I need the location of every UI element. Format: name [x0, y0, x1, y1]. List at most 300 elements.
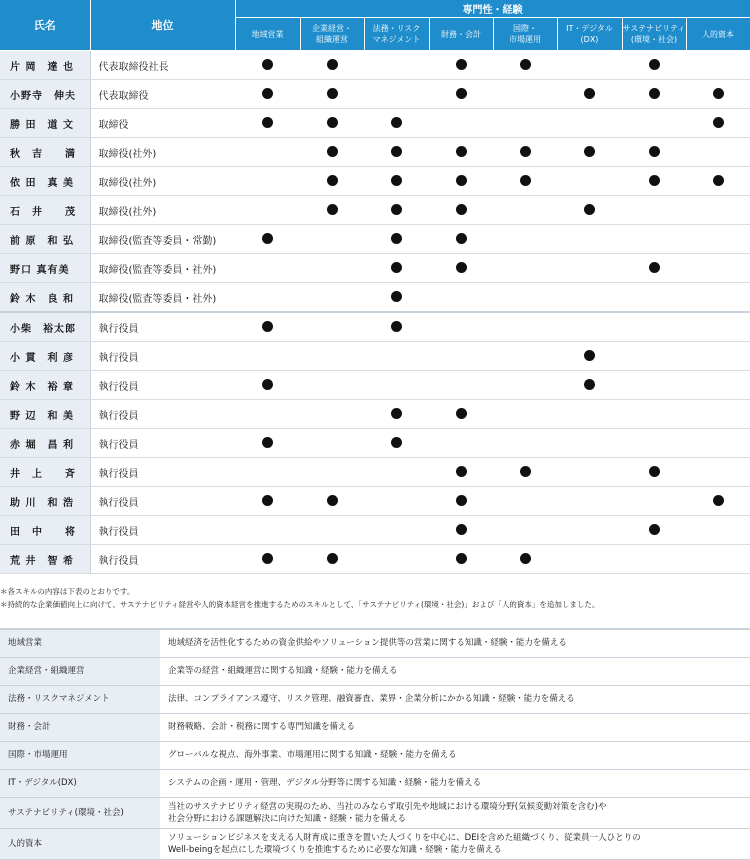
skill-cell	[557, 167, 622, 196]
skill-marker-icon	[391, 146, 402, 157]
skill-cell	[300, 138, 364, 167]
definition-line: Well-beingを起点にした環境づくりを推進するために必要な知識・経験・能力を備える	[168, 844, 502, 855]
skill-cell	[429, 138, 493, 167]
skill-cell	[557, 80, 622, 109]
skill-header-5	[493, 18, 557, 51]
skill-header-line: (DX)	[580, 35, 599, 44]
skill-cell	[364, 400, 429, 429]
skill-cell	[235, 371, 300, 400]
definition-text	[160, 657, 750, 685]
skill-marker-icon	[456, 59, 467, 70]
skill-cell	[429, 167, 493, 196]
definition-line: 財務戦略、会計・税務に関する専門知識を備える	[168, 722, 356, 732]
note-2: ＊持続的な企業価値向上に向けて、サステナビリティ経営や人的資本経営を推進するためのスキルとして、「サステナビリティ(環境・社会)」および「人的資本」を追加しました。	[0, 600, 600, 609]
skill-cell	[622, 225, 686, 254]
definition-line: 当社のサステナビリティ経営の実現のため、当社のみならず取引先や地域における環境分野(気候変動対策を含む)や	[168, 801, 607, 812]
person-name: 小野寺 伸夫	[0, 80, 90, 109]
skill-cell	[686, 254, 750, 283]
skill-marker-icon	[584, 350, 595, 361]
skill-header-line: マネジメント	[372, 35, 421, 44]
skill-marker-icon	[649, 524, 660, 535]
skill-cell	[429, 254, 493, 283]
skill-cell	[300, 429, 364, 458]
skill-cell	[557, 371, 622, 400]
definition-row	[0, 741, 750, 769]
skill-cell	[622, 487, 686, 516]
expertise-group-header: 専門性・経験	[235, 0, 750, 18]
skill-header-1	[235, 18, 300, 51]
skill-cell	[493, 109, 557, 138]
skill-header-line: (環境・社会)	[630, 35, 678, 44]
skill-cell	[364, 458, 429, 487]
skill-cell	[493, 516, 557, 545]
skill-header-line: 人的資本	[702, 29, 734, 39]
skill-marker-icon	[391, 262, 402, 273]
definition-skill: 人的資本	[0, 828, 160, 859]
skill-marker-icon	[713, 175, 724, 186]
skill-marker-icon	[327, 495, 338, 506]
skill-cell	[622, 167, 686, 196]
skill-header-7	[622, 18, 686, 51]
skill-header-line: 国際・	[513, 24, 537, 33]
skill-marker-icon	[520, 553, 531, 564]
person-position: 執行役員	[90, 458, 235, 487]
person-position: 代表取締役社長	[90, 51, 235, 80]
person-row	[0, 545, 750, 574]
skill-cell	[300, 516, 364, 545]
skill-cell	[622, 283, 686, 313]
person-position: 執行役員	[90, 400, 235, 429]
notes	[0, 585, 750, 611]
skill-header-8	[686, 18, 750, 51]
skill-cell	[429, 109, 493, 138]
skill-cell	[493, 225, 557, 254]
skill-cell	[235, 51, 300, 80]
person-name: 秋 吉 満	[0, 138, 90, 167]
person-position: 取締役(社外)	[90, 196, 235, 225]
skill-cell	[364, 371, 429, 400]
skill-cell	[429, 225, 493, 254]
skill-cell	[300, 342, 364, 371]
skill-cell	[429, 196, 493, 225]
skill-cell	[429, 458, 493, 487]
skill-cell	[557, 51, 622, 80]
skill-cell	[235, 400, 300, 429]
skill-cell	[364, 51, 429, 80]
skill-cell	[235, 225, 300, 254]
definition-skill: 地域営業	[0, 629, 160, 657]
skill-cell	[557, 312, 622, 342]
skill-marker-icon	[262, 59, 273, 70]
skill-marker-icon	[649, 175, 660, 186]
skill-cell	[493, 167, 557, 196]
skill-cell	[686, 138, 750, 167]
skill-marker-icon	[456, 553, 467, 564]
skill-cell	[686, 283, 750, 313]
skill-cell	[300, 371, 364, 400]
skill-cell	[622, 80, 686, 109]
skill-marker-icon	[456, 495, 467, 506]
person-row	[0, 400, 750, 429]
skill-cell	[429, 429, 493, 458]
skill-header-line: 財務・会計	[441, 29, 481, 39]
skill-marker-icon	[456, 175, 467, 186]
person-position: 執行役員	[90, 545, 235, 574]
person-name: 荒 井 智 希	[0, 545, 90, 574]
skill-cell	[622, 138, 686, 167]
skill-cell	[300, 80, 364, 109]
person-name: 野口 真有美	[0, 254, 90, 283]
skill-cell	[364, 487, 429, 516]
skill-marker-icon	[262, 553, 273, 564]
skill-cell	[235, 312, 300, 342]
skill-cell	[622, 312, 686, 342]
definition-text	[160, 769, 750, 797]
skill-cell	[235, 80, 300, 109]
skill-cell	[429, 312, 493, 342]
person-row	[0, 196, 750, 225]
skill-cell	[686, 400, 750, 429]
skill-cell	[557, 196, 622, 225]
skill-cell	[235, 283, 300, 313]
skill-cell	[493, 254, 557, 283]
definition-row	[0, 769, 750, 797]
skill-cell	[235, 458, 300, 487]
skill-marker-icon	[456, 466, 467, 477]
skill-header-line: 市場運用	[509, 35, 541, 44]
skill-cell	[493, 312, 557, 342]
definition-text	[160, 797, 750, 828]
skill-marker-icon	[456, 204, 467, 215]
skill-cell	[622, 342, 686, 371]
skill-marker-icon	[327, 553, 338, 564]
person-row	[0, 458, 750, 487]
skill-cell	[557, 283, 622, 313]
skill-cell	[557, 138, 622, 167]
skill-marker-icon	[456, 262, 467, 273]
definition-line: 社会分野における課題解決に向けた知識・経験・能力を備える	[168, 813, 407, 824]
definition-skill: 財務・会計	[0, 713, 160, 741]
definition-line: 地域経済を活性化するための資金供給やソリューション提供等の営業に関する知識・経験・能力を備える	[168, 638, 567, 649]
skill-cell	[429, 545, 493, 574]
skill-cell	[429, 400, 493, 429]
skill-cell	[364, 167, 429, 196]
skill-cell	[686, 487, 750, 516]
skill-cell	[686, 109, 750, 138]
skill-marker-icon	[584, 88, 595, 99]
person-position: 執行役員	[90, 516, 235, 545]
person-name: 鈴 木 裕 章	[0, 371, 90, 400]
person-position: 取締役	[90, 109, 235, 138]
person-name: 野 辺 和 美	[0, 400, 90, 429]
skill-marker-icon	[649, 146, 660, 157]
skill-cell	[300, 225, 364, 254]
definition-line: 企業等の経営・組織運営に関する知識・経験・能力を備える	[168, 666, 398, 676]
skill-cell	[429, 516, 493, 545]
skill-cell	[235, 196, 300, 225]
skill-cell	[429, 283, 493, 313]
skill-marker-icon	[649, 88, 660, 99]
skill-cell	[493, 138, 557, 167]
person-name: 田 中 将	[0, 516, 90, 545]
note-1: ＊各スキルの内容は下表のとおりです。	[0, 587, 135, 596]
person-position: 執行役員	[90, 487, 235, 516]
skill-cell	[364, 225, 429, 254]
skill-cell	[557, 254, 622, 283]
skill-cell	[493, 51, 557, 80]
definition-skill: 国際・市場運用	[0, 741, 160, 769]
skill-cell	[300, 312, 364, 342]
skill-cell	[300, 196, 364, 225]
person-row	[0, 371, 750, 400]
skill-marker-icon	[262, 88, 273, 99]
person-position: 執行役員	[90, 312, 235, 342]
person-row	[0, 51, 750, 80]
skill-cell	[686, 80, 750, 109]
skill-header-2	[300, 18, 364, 51]
skill-header-line: サステナビリティ	[622, 24, 686, 33]
person-row	[0, 429, 750, 458]
person-row	[0, 80, 750, 109]
person-row	[0, 283, 750, 313]
skill-cell	[622, 545, 686, 574]
definition-skill: IT・デジタル(DX)	[0, 769, 160, 797]
skill-cell	[235, 429, 300, 458]
skill-marker-icon	[262, 379, 273, 390]
person-row	[0, 487, 750, 516]
skill-marker-icon	[262, 233, 273, 244]
skill-cell	[429, 342, 493, 371]
skill-cell	[235, 254, 300, 283]
skill-cell	[686, 429, 750, 458]
skill-marker-icon	[391, 321, 402, 332]
skill-cell	[235, 487, 300, 516]
skill-cell	[235, 138, 300, 167]
person-position: 執行役員	[90, 342, 235, 371]
skill-cell	[429, 80, 493, 109]
skill-header-line: 企業経営・	[312, 24, 352, 33]
skill-header-4	[429, 18, 493, 51]
person-position: 執行役員	[90, 371, 235, 400]
person-name: 石 井 茂	[0, 196, 90, 225]
skill-cell	[622, 109, 686, 138]
person-name: 片 岡 達 也	[0, 51, 90, 80]
skill-cell	[300, 254, 364, 283]
skill-cell	[686, 51, 750, 80]
skill-cell	[557, 400, 622, 429]
person-row	[0, 138, 750, 167]
skill-marker-icon	[391, 437, 402, 448]
skill-cell	[686, 196, 750, 225]
skill-cell	[300, 400, 364, 429]
person-name: 小 貫 利 彦	[0, 342, 90, 371]
skill-cell	[557, 487, 622, 516]
person-position: 取締役(監査等委員・社外)	[90, 283, 235, 313]
skill-marker-icon	[391, 291, 402, 302]
skill-marker-icon	[456, 88, 467, 99]
skill-marker-icon	[391, 175, 402, 186]
person-row	[0, 342, 750, 371]
skill-cell	[493, 196, 557, 225]
skill-marker-icon	[713, 117, 724, 128]
skill-marker-icon	[262, 321, 273, 332]
skill-cell	[364, 138, 429, 167]
skill-marker-icon	[327, 146, 338, 157]
skill-cell	[493, 400, 557, 429]
skill-cell	[364, 312, 429, 342]
person-row	[0, 312, 750, 342]
skill-cell	[300, 51, 364, 80]
definition-text	[160, 629, 750, 657]
skill-cell	[686, 458, 750, 487]
definition-row	[0, 797, 750, 828]
skill-cell	[557, 516, 622, 545]
skill-cell	[300, 167, 364, 196]
definition-text	[160, 713, 750, 741]
person-position: 取締役(監査等委員・社外)	[90, 254, 235, 283]
person-name: 依 田 真 美	[0, 167, 90, 196]
skill-cell	[429, 51, 493, 80]
skill-cell	[622, 458, 686, 487]
position-column-header: 地位	[90, 0, 235, 51]
definition-line: グローバルな視点、海外事業、市場運用に関する知識・経験・能力を備える	[168, 750, 457, 760]
person-name: 前 原 和 弘	[0, 225, 90, 254]
person-name: 勝 田 道 文	[0, 109, 90, 138]
skill-header-3	[364, 18, 429, 51]
person-name: 助 川 和 浩	[0, 487, 90, 516]
skill-cell	[364, 196, 429, 225]
skill-marker-icon	[262, 437, 273, 448]
skill-cell	[557, 225, 622, 254]
skill-cell	[235, 167, 300, 196]
skill-marker-icon	[391, 233, 402, 244]
skill-cell	[300, 109, 364, 138]
skill-cell	[493, 545, 557, 574]
skill-marker-icon	[391, 117, 402, 128]
skill-cell	[493, 342, 557, 371]
definition-skill: 法務・リスクマネジメント	[0, 685, 160, 713]
name-column-header: 氏名	[0, 0, 90, 51]
skill-cell	[493, 283, 557, 313]
definition-text	[160, 741, 750, 769]
definition-row	[0, 713, 750, 741]
skill-cell	[686, 371, 750, 400]
definition-line: システムの企画・運用・管理、デジタル分野等に関する知識・経験・能力を備える	[168, 778, 482, 788]
skill-cell	[364, 254, 429, 283]
skill-marker-icon	[520, 146, 531, 157]
skill-marker-icon	[649, 59, 660, 70]
skill-definitions-table	[0, 628, 750, 860]
definition-row	[0, 657, 750, 685]
skill-cell	[300, 283, 364, 313]
skill-marker-icon	[713, 88, 724, 99]
person-position: 代表取締役	[90, 80, 235, 109]
definition-skill: 企業経営・組織運営	[0, 657, 160, 685]
skill-marker-icon	[262, 117, 273, 128]
skill-cell	[364, 516, 429, 545]
person-row	[0, 516, 750, 545]
skill-marker-icon	[456, 233, 467, 244]
skill-marker-icon	[327, 204, 338, 215]
skill-cell	[235, 516, 300, 545]
skill-marker-icon	[520, 59, 531, 70]
skill-cell	[235, 545, 300, 574]
person-name: 小柴 裕太郎	[0, 312, 90, 342]
skill-marker-icon	[713, 495, 724, 506]
skill-marker-icon	[584, 146, 595, 157]
skill-cell	[686, 545, 750, 574]
skill-cell	[622, 51, 686, 80]
skill-marker-icon	[391, 204, 402, 215]
skill-cell	[429, 371, 493, 400]
person-name: 井 上 斉	[0, 458, 90, 487]
skill-marker-icon	[584, 379, 595, 390]
skill-cell	[300, 458, 364, 487]
skill-cell	[364, 80, 429, 109]
definition-line: ソリューションビジネスを支える人財育成に重きを置いた人づくりを中心に、DEIを含めた組織づくり、従業員一人ひとりの	[168, 832, 641, 843]
definition-skill: サステナビリティ(環境・社会)	[0, 797, 160, 828]
skill-cell	[686, 312, 750, 342]
person-position: 取締役(監査等委員・常勤)	[90, 225, 235, 254]
skill-cell	[300, 545, 364, 574]
skill-cell	[622, 371, 686, 400]
definition-text	[160, 685, 750, 713]
skill-cell	[364, 342, 429, 371]
skill-marker-icon	[327, 59, 338, 70]
skill-cell	[686, 516, 750, 545]
person-name: 鈴 木 良 和	[0, 283, 90, 313]
skill-cell	[364, 545, 429, 574]
skill-cell	[622, 400, 686, 429]
skill-cell	[493, 487, 557, 516]
skill-cell	[235, 342, 300, 371]
person-position: 取締役(社外)	[90, 138, 235, 167]
definition-row	[0, 629, 750, 657]
person-position: 執行役員	[90, 429, 235, 458]
person-name: 赤 堀 昌 利	[0, 429, 90, 458]
person-row	[0, 109, 750, 138]
definition-text	[160, 828, 750, 859]
skill-cell	[493, 80, 557, 109]
definition-row	[0, 685, 750, 713]
skill-cell	[686, 342, 750, 371]
skill-cell	[557, 458, 622, 487]
skill-marker-icon	[520, 175, 531, 186]
skill-header-6	[557, 18, 622, 51]
skill-cell	[622, 516, 686, 545]
skill-cell	[235, 109, 300, 138]
skill-cell	[364, 109, 429, 138]
definition-row	[0, 828, 750, 859]
skill-cell	[429, 487, 493, 516]
skill-marker-icon	[327, 175, 338, 186]
skill-cell	[300, 487, 364, 516]
skill-cell	[364, 283, 429, 313]
skill-cell	[557, 342, 622, 371]
skill-header-line: 組織運営	[316, 35, 348, 44]
skill-marker-icon	[520, 466, 531, 477]
person-row	[0, 167, 750, 196]
definition-line: 法律、コンプライアンス遵守、リスク管理、融資審査、業界・企業分析にかかる知識・経験・能力を備える	[168, 694, 575, 704]
skill-cell	[686, 225, 750, 254]
skill-cell	[557, 545, 622, 574]
skill-header-line: IT・デジタル	[566, 24, 613, 33]
person-row	[0, 254, 750, 283]
skill-cell	[622, 429, 686, 458]
skill-marker-icon	[456, 408, 467, 419]
skill-cell	[622, 254, 686, 283]
skill-marker-icon	[391, 408, 402, 419]
